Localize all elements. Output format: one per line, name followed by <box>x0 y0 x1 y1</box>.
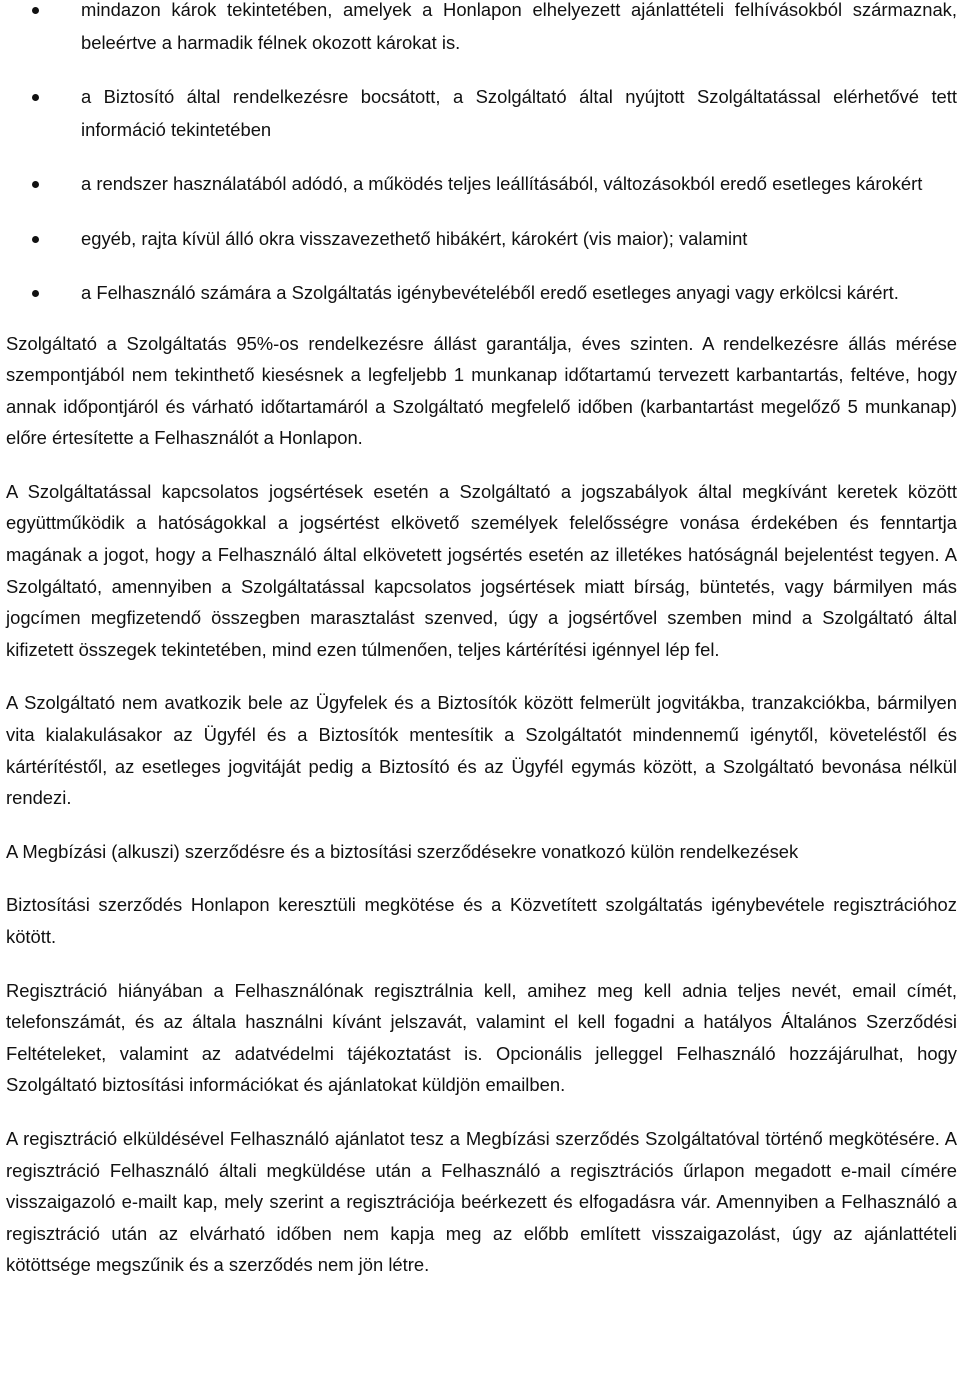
list-item-text: a rendszer használatából adódó, a működés teljes leállításából, változásokból eredő esetleges károkért <box>81 173 923 194</box>
bullet-icon <box>32 290 39 297</box>
list-item-text: a Biztosító által rendelkezésre bocsátott, a Szolgáltató által nyújtott Szolgáltatással elérhetővé tett információ tekintetében <box>81 86 957 140</box>
registration-details-paragraph: Regisztráció hiányában a Felhasználónak regisztrálnia kell, amihez meg kell adnia teljes nevét, email címét, telefonszámát, és az általa használni kívánt jelszavát, valamint el kell fogadni a hatályos Általános Szerződési Feltételeket, valamint az adatvédelmi tájékoztatást is. Opcionális jelleggel Felhasználó hozzájárulhat, hogy Szolgáltató biztosítási információkat és ajánlatokat küldjön emailben. <box>6 979 957 1096</box>
availability-paragraph: Szolgáltató a Szolgáltatás 95%-os rendelkezésre állást garantálja, éves szinten. A rendelkezésre állás mérése szempontjából nem tekinthető kiesésnek a legfeljebb 1 munkanap időtartamú tervezett karbantartás, feltéve, hogy annak időpontjáról és várható időtartamáról a Szolgáltató megfelelő időben (karbantartást megelőző 5 munkanap) előre értesítette a Felhasználót a Honlapon. <box>6 332 957 449</box>
list-item <box>6 168 957 201</box>
bullet-icon <box>32 181 39 188</box>
list-item-text: mindazon károk tekintetében, amelyek a Honlapon elhelyezett ajánlattételi felhívásokból származnak, beleértve a harmadik félnek okozott károkat is. <box>81 0 957 53</box>
registration-offer-paragraph: A regisztráció elküldésével Felhasználó ajánlatot tesz a Megbízási szerződés Szolgáltatóval történő megkötésére. A regisztráció Felhasználó általi megküldése után a Felhasználó a regisztrációs űrlapon megadott e-mail címére visszaigazoló e-mailt kap, mely szerint a regisztrációja beérkezett és elfogadásra vár. Amennyiben a Felhasználó a regisztráció után az elvárható időben nem kapja meg az előbb említett visszaigazolást, úgy az ajánlattételi kötöttsége megszűnik és a szerződés nem jön létre. <box>6 1127 957 1276</box>
list-item <box>6 81 957 146</box>
list-item <box>6 223 957 256</box>
list-item-text: egyéb, rajta kívül álló okra visszavezethető hibákért, károkért (vis maior); valamint <box>81 227 748 249</box>
bullet-icon <box>32 236 39 243</box>
list-item <box>6 277 957 310</box>
liability-exclusion-list <box>6 0 957 310</box>
legal-violations-paragraph: A Szolgáltatással kapcsolatos jogsértések esetén a Szolgáltató a jogszabályok által megkívánt keretek között együttműködik a hatóságokkal a jogsértést elkövető személyek felelősségre vonása érdekében és fenntartja magának a jogot, hogy a Felhasználó által elkövetett jogsértés esetén az illetékes hatóságnál bejelentést tegyen. A Szolgáltató, amennyiben a Szolgáltatással kapcsolatos jogsértések miatt bírság, büntetés, vagy bármilyen más jogcímen megfizetendő összegben marasztalást szenved, úgy a jogsértővel szemben mind a Szolgáltató által kifizetett összegek tekintetében, mind ezen túlmenően, teljes kártérítési igénnyel lép fel. <box>6 480 957 660</box>
bullet-icon <box>32 7 39 14</box>
registration-requirement-paragraph: Biztosítási szerződés Honlapon keresztüli megkötése és a Közvetített szolgáltatás igénybevétele regisztrációhoz kötött. <box>6 894 957 947</box>
list-item-text: a Felhasználó számára a Szolgáltatás igénybevételéből eredő esetleges anyagi vagy erkölcsi kárért. <box>81 282 899 303</box>
disputes-paragraph: A Szolgáltató nem avatkozik bele az Ügyfelek és a Biztosítók között felmerült jogvitákba, tranzakciókba, bármilyen vita kialakulásakor az Ügyfél és a Biztosítók mentesítik a Szolgáltatót mindennemű igénytől, követeléstől és kártérítéstől, az esetleges jogvitáját pedig a Biztosító és az Ügyfél egymás között, a Szolgáltató bevonása nélkül rendezi. <box>6 692 957 809</box>
bullet-icon <box>32 94 39 101</box>
section-heading: A Megbízási (alkuszi) szerződésre és a biztosítási szerződésekre vonatkozó külön rendelkezések <box>6 840 799 862</box>
list-item <box>6 0 957 59</box>
